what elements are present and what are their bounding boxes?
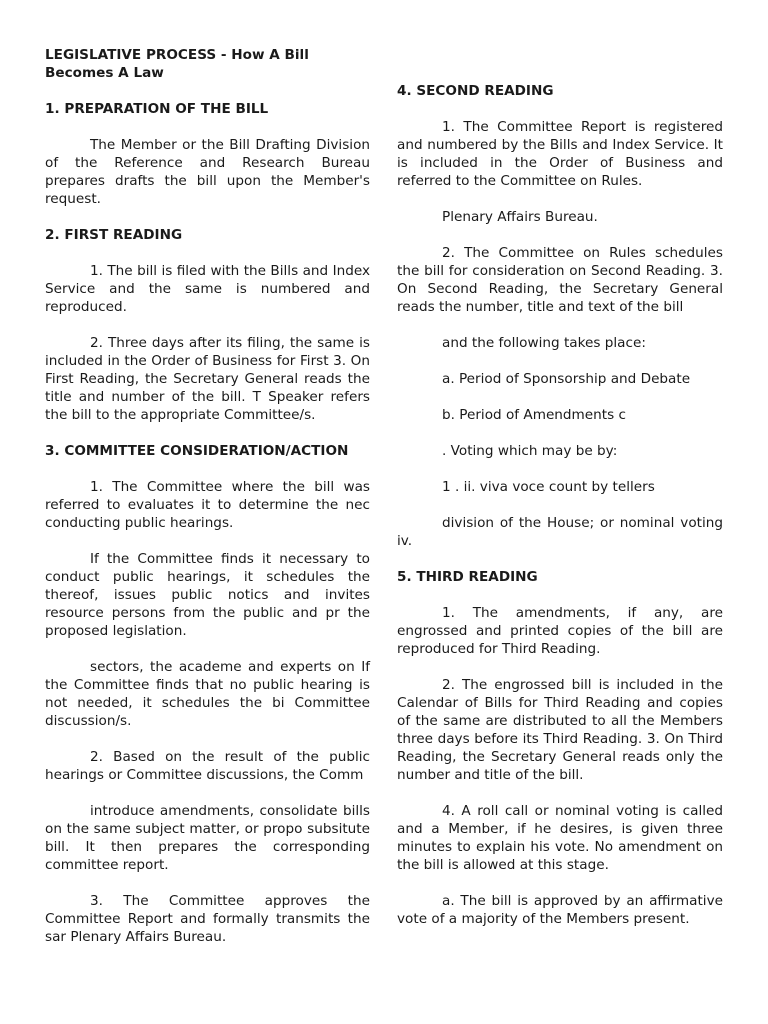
paragraph: and the following takes place: <box>442 335 646 351</box>
section-heading: 1. PREPARATION OF THE BILL <box>45 101 269 117</box>
paragraph: b. Period of Amendments c <box>442 407 626 423</box>
paragraph: 1. The Committee Report is registered and numbered by the Bills and Index Service. It is included in the Order of Business and referred to the Committee on Rules. <box>397 119 723 189</box>
left-column <box>45 46 370 964</box>
section-heading: 5. THIRD READING <box>397 569 538 585</box>
section-heading: 3. COMMITTEE CONSIDERATION/ACTION <box>45 443 349 459</box>
paragraph: 2. The Committee on Rules schedules the bill for consideration on Second Reading. 3. On Second Reading, the Secretary General reads the number, title and text of the bill <box>397 245 723 315</box>
paragraph: 2. Three days after its filing, the same is included in the Order of Business for First 3. On First Reading, the Secretary General reads the title and number of the bill. T Speaker refers the bill to the appropriate Committee/s. <box>45 335 370 423</box>
paragraph: a. The bill is approved by an affirmative vote of a majority of the Members present. <box>397 893 723 927</box>
paragraph: sectors, the academe and experts on If the Committee finds that no public hearing is not needed, it schedules the bi Committee discussion/s. <box>45 659 370 729</box>
paragraph: Plenary Affairs Bureau. <box>442 209 598 225</box>
paragraph: . Voting which may be by: <box>442 443 618 459</box>
paragraph: If the Committee finds it necessary to conduct public hearings, it schedules the thereof, issues public notics and invites resource persons from the public and pr the proposed legislation. <box>45 551 370 639</box>
paragraph: The Member or the Bill Drafting Division of the Reference and Research Bureau prepares drafts the bill upon the Member's request. <box>45 137 370 207</box>
paragraph: 1. The bill is filed with the Bills and Index Service and the same is numbered and reproduced. <box>45 263 370 315</box>
section-heading: 2. FIRST READING <box>45 227 183 243</box>
paragraph: introduce amendments, consolidate bills on the same subject matter, or propo subsitute bill. It then prepares the corresponding committee report. <box>45 803 370 873</box>
paragraph: a. Period of Sponsorship and Debate <box>442 371 691 387</box>
right-column <box>397 82 723 946</box>
paragraph: 2. Based on the result of the public hearings or Committee discussions, the Comm <box>45 749 370 783</box>
paragraph: 2. The engrossed bill is included in the Calendar of Bills for Third Reading and copies of the same are distributed to all the Members three days before its Third Reading. 3. On Third Reading, the Secretary General reads only the number and title of the bill. <box>397 677 723 783</box>
document-title: LEGISLATIVE PROCESS - How A Bill Becomes A Law <box>45 47 309 81</box>
section-heading: 4. SECOND READING <box>397 83 554 99</box>
paragraph: 4. A roll call or nominal voting is called and a Member, if he desires, is given three minutes to explain his vote. No amendment on the bill is allowed at this stage. <box>397 803 723 873</box>
paragraph: 1. The amendments, if any, are engrossed and printed copies of the bill are reproduced for Third Reading. <box>397 605 723 657</box>
paragraph: division of the House; or nominal voting iv. <box>397 515 723 549</box>
paragraph: 1. The Committee where the bill was referred to evaluates it to determine the nec conducting public hearings. <box>45 479 370 531</box>
paragraph: 1 . ii. viva voce count by tellers <box>442 479 655 495</box>
paragraph: 3. The Committee approves the Committee Report and formally transmits the sar Plenary Affairs Bureau. <box>45 893 370 945</box>
